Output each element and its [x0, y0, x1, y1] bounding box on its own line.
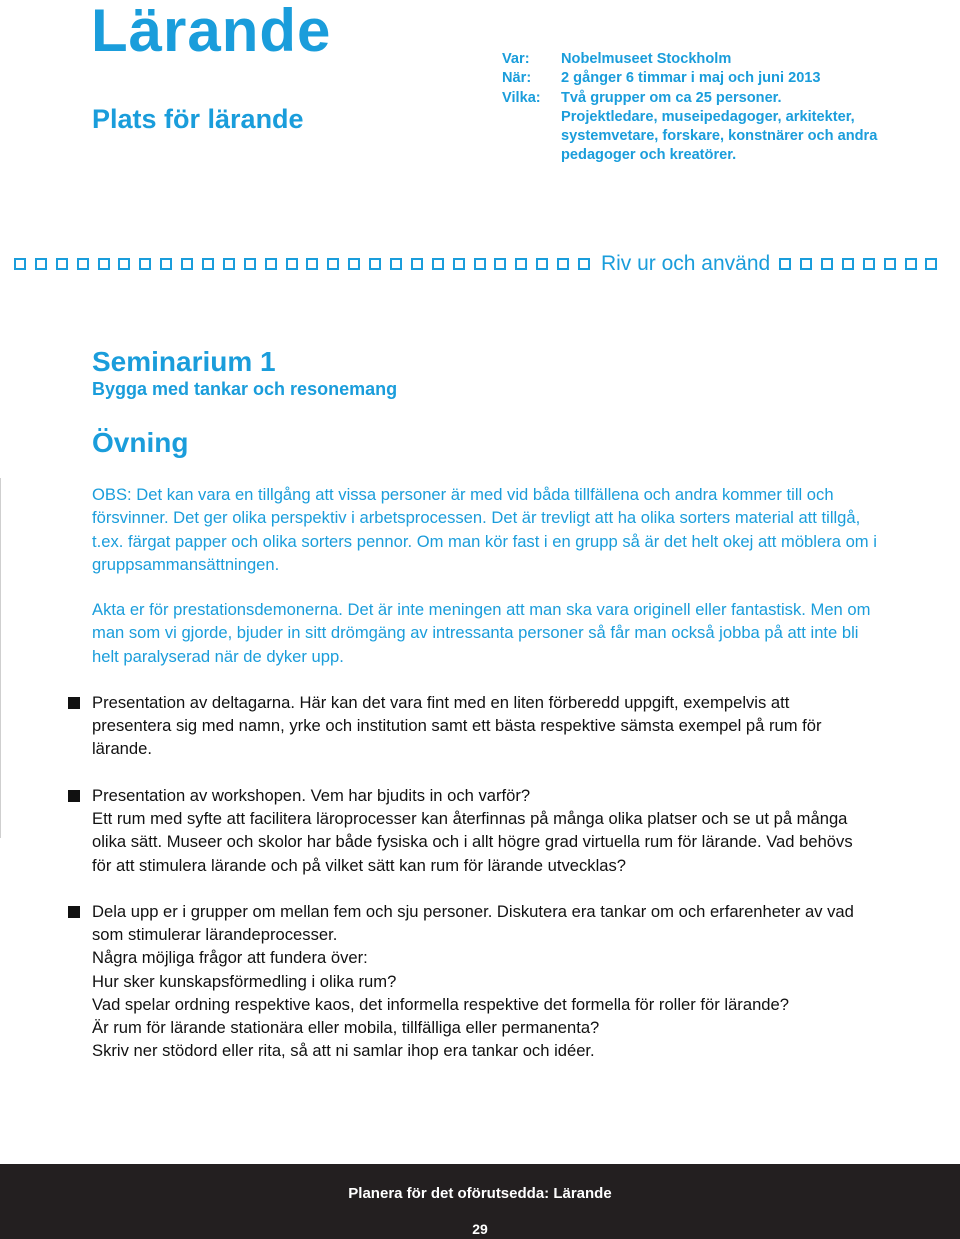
page-number: 29	[472, 1221, 488, 1237]
page-subtitle: Plats för lärande	[92, 104, 304, 134]
tear-out-line	[14, 250, 944, 278]
akta-paragraph: Akta er för prestationsdemonerna. Det är inte meningen att man ska vara originell eller fantastisk. Men om man som vi gjorde, bjuder in sitt drömgäng av intressanta personer så får man också jobba på att inte bli helt paralyserad när de dyker upp.	[92, 600, 871, 666]
cut-square-icon	[14, 258, 26, 270]
cut-square-icon	[286, 258, 298, 270]
cut-square-icon	[160, 258, 172, 270]
bullet-item-groups	[68, 900, 868, 1062]
cut-square-icon	[863, 258, 875, 270]
footer-bar	[0, 1164, 960, 1239]
cut-square-icon	[244, 258, 256, 270]
cut-square-icon	[306, 258, 318, 270]
cut-square-icon	[474, 258, 486, 270]
cut-square-icon	[327, 258, 339, 270]
seminar-subtitle: Bygga med tankar och resonemang	[92, 379, 398, 399]
info-label: Vilka:	[502, 89, 541, 106]
cut-square-icon	[265, 258, 277, 270]
cut-square-icon	[348, 258, 360, 270]
cut-square-icon	[557, 258, 569, 270]
info-label: När:	[502, 70, 532, 87]
cut-square-icon	[181, 258, 193, 270]
bullet-item-presentation	[68, 691, 868, 761]
bullet-square-icon	[68, 790, 80, 802]
info-value: Nobelmuseet Stockholm	[561, 51, 732, 67]
cut-square-icon	[411, 258, 423, 270]
bullet-text: Några möjliga frågor att fundera över:	[92, 948, 368, 968]
cut-square-icon	[494, 258, 506, 270]
info-row-vilka	[502, 89, 881, 166]
cut-square-icon	[202, 258, 214, 270]
bullet-text: Vad spelar ordning respektive kaos, det informella respektive det formella för roller för lärande?	[92, 994, 789, 1014]
info-row-nar	[502, 69, 881, 88]
exercise-title: Övning	[92, 427, 189, 458]
info-block	[502, 50, 881, 166]
seminar-title: Seminarium 1	[92, 346, 276, 377]
cut-square-icon	[905, 258, 917, 270]
bullet-square-icon	[68, 906, 80, 918]
cut-square-icon	[800, 258, 812, 270]
obs-paragraph: OBS: Det kan vara en tillgång att vissa personer är med vid båda tillfällena och andra kommer till och försvinner. Det ger olika perspektiv i arbetsprocessen. Det är trevligt att ha olika sorters material att tillgå, t.ex. färgat papper och olika sorters pennor. Om man kör fast i en grupp så är det helt okej att möblera om i gruppsammansättningen.	[92, 485, 877, 575]
page-title: Lärande	[91, 0, 332, 64]
info-value: Två grupper om ca 25 personer. Projektledare, museipedagoger, arkitekter, systemvetare, forskare, konstnärer och andra pedagoger och kreatörer.	[561, 89, 878, 164]
tear-out-label: Riv ur och använd	[600, 252, 771, 275]
cut-square-icon	[453, 258, 465, 270]
cut-square-icon	[98, 258, 110, 270]
bullet-text: Presentation av workshopen. Vem har bjudits in och varför?	[92, 786, 531, 805]
cut-square-icon	[884, 258, 896, 270]
info-row-var	[502, 50, 881, 69]
cut-square-icon	[35, 258, 47, 270]
cut-square-icon	[390, 258, 402, 270]
cut-squares-left	[14, 258, 599, 270]
bullet-text: Hur sker kunskapsförmedling i olika rum?	[92, 971, 397, 991]
cut-square-icon	[432, 258, 444, 270]
cut-square-icon	[223, 258, 235, 270]
cut-square-icon	[821, 258, 833, 270]
footer-title: Planera för det oförutsedda: Lärande	[348, 1185, 612, 1202]
info-value: 2 gånger 6 timmar i maj och juni 2013	[561, 70, 821, 87]
cut-square-icon	[842, 258, 854, 270]
cut-square-icon	[578, 258, 590, 270]
bullet-text: Ett rum med syfte att facilitera läroprocesser kan återfinnas på många olika platser och se ut på många olika sätt. Museer och skolor har både fysiska och i allt högre grad virtuella rum för lärande. Vad behövs för att stimulera lärande och på vilket sätt kan rum för lärande utvecklas?	[92, 809, 853, 875]
cut-square-icon	[369, 258, 381, 270]
bullet-text: Skriv ner stödord eller rita, så att ni samlar ihop era tankar och idéer.	[92, 1041, 595, 1061]
cut-squares-right	[779, 258, 946, 270]
bullet-text: Är rum för lärande stationära eller mobila, tillfälliga eller permanenta?	[92, 1018, 600, 1038]
cut-square-icon	[536, 258, 548, 270]
info-label: Var:	[502, 51, 530, 67]
bullet-text: Presentation av deltagarna. Här kan det vara fint med en liten förberedd uppgift, exempelvis att presentera sig med namn, yrke och institution samt ett bästa respektive sämsta exempel på rum för lärande.	[92, 693, 822, 759]
cut-square-icon	[139, 258, 151, 270]
cut-square-icon	[56, 258, 68, 270]
bullet-square-icon	[68, 697, 80, 709]
cut-square-icon	[779, 258, 791, 270]
bullet-text: Dela upp er i grupper om mellan fem och sju personer. Diskutera era tankar om och erfarenheter av vad som stimulerar lärandeprocesser.	[92, 902, 854, 945]
cut-square-icon	[925, 258, 937, 270]
cut-square-icon	[515, 258, 527, 270]
margin-rule	[0, 478, 1, 838]
cut-square-icon	[118, 258, 130, 270]
cut-square-icon	[77, 258, 89, 270]
bullet-item-workshop	[68, 784, 868, 877]
